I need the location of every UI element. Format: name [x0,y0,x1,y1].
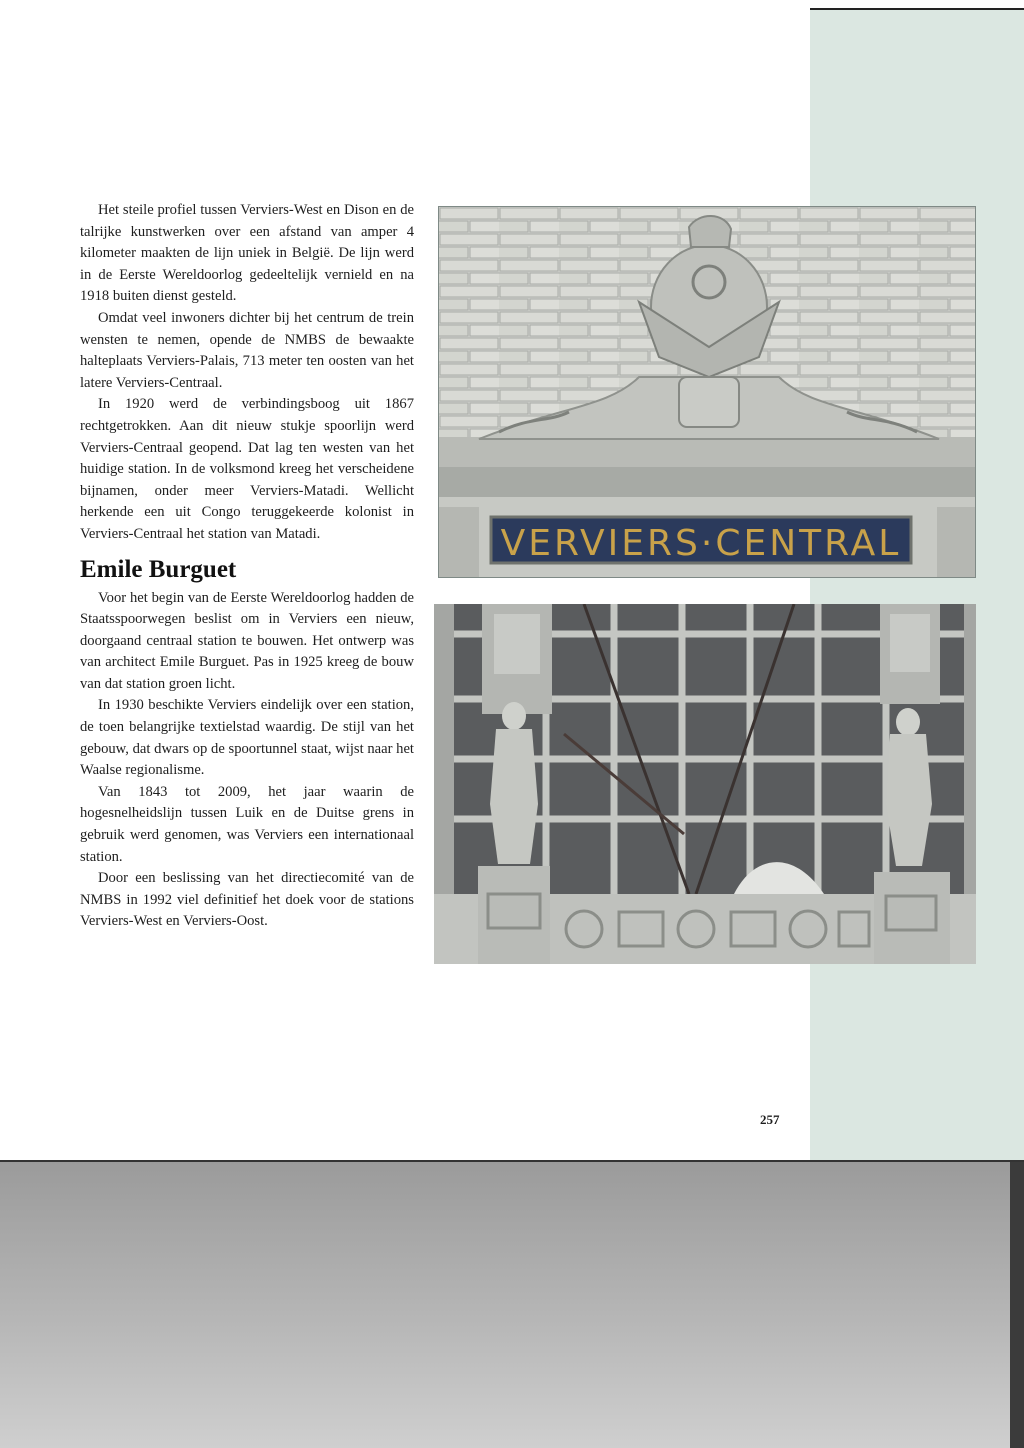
side-color-strip [810,8,1024,1160]
page-number: 257 [760,1112,780,1127]
scan-background [0,1162,1024,1448]
window-illustration [434,604,976,964]
paragraph: Van 1843 tot 2009, het jaar waarin de hogesnelheidslijn tussen Luik en de Duitse grens in gebruik werd genomen, was Verviers een internationaal station. [80,783,414,865]
facade-illustration [439,207,976,578]
top-rule [810,8,1024,10]
facade-sign-photo [438,206,976,578]
statues-window-photo [434,604,976,964]
paragraph: In 1930 beschikte Verviers eindelijk over een station, de toen belangrijke textielstad waardig. De stijl van het gebouw, dat dwars op de spoortunnel staat, wijst naar het Waalse regionalisme. [80,697,414,779]
paragraph: Omdat veel inwoners dichter bij het centrum de trein wensten te nemen, opende de NMBS de bewaakte halteplaats Verviers-Palais, 713 meter ten oosten van het latere Verviers-Centraal. [80,309,414,391]
paragraph: Door een beslissing van het directiecomité van de NMBS in 1992 viel definitief het doek voor de stations Verviers-West en Verviers-Oost. [80,870,414,930]
paragraph: Het steile profiel tussen Verviers-West en Dison en de talrijke kunstwerken over een afstand van amper 4 kilometer maakten de lijn uniek in België. De lijn werd in de Eerste Wereldoorlog gedeeltelijk vernield en na 1918 buiten dienst gesteld. [80,202,414,305]
paragraph: Voor het begin van de Eerste Wereldoorlog hadden de Staatsspoorwegen beslist om in Verviers een nieuw, doorgaand centraal station te bouwen. Het ontwerp was van architect Emile Burguet. Pas in 1925 kreeg de bouw van dat station groen licht. [80,589,414,692]
station-sign-text: VERVIERS·CENTRAL [500,523,902,564]
scan-spine [1010,1162,1024,1448]
paragraph: In 1920 werd de verbindingsboog uit 1867 rechtgetrokken. Aan dit nieuw stukje spoorlijn werd Verviers-Centraal geopend. Dat lag ten westen van het huidige station. In de volksmond kreeg het verscheidene bijnamen, onder meer Verviers-Matadi. Wellicht herkende een uit Congo teruggekeerde kolonist in Verviers-Centraal het station van Matadi. [80,396,414,542]
body-text-column [80,200,414,933]
section-heading: Emile Burguet [80,555,237,583]
